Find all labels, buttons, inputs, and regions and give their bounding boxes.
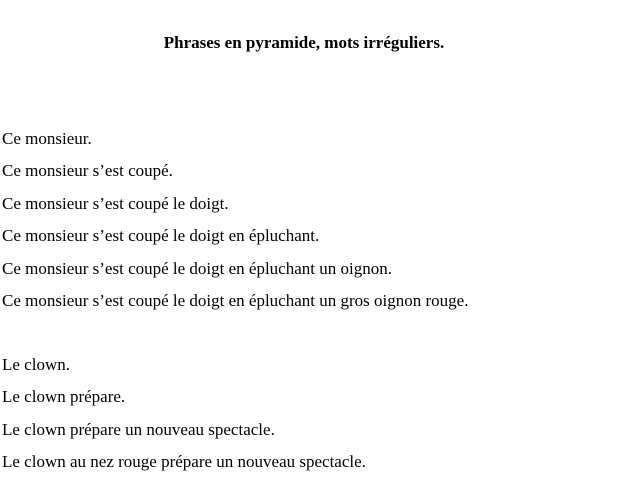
sentence-line: Ce monsieur s’est coupé.: [2, 161, 173, 181]
sentence-line: Le clown au nez rouge prépare un nouveau spectacle.: [2, 452, 366, 472]
sentence-line: Ce monsieur s’est coupé le doigt.: [2, 193, 229, 213]
sentence-line: Le clown prépare.: [2, 387, 126, 407]
sentence-line: Ce monsieur.: [2, 129, 92, 148]
sentence-line: Le clown prépare un nouveau spectacle.: [2, 419, 275, 439]
pyramid-group-1: [2, 129, 632, 323]
sentence-line: Ce monsieur s’est coupé le doigt en épluchant un oignon.: [2, 258, 392, 278]
sentence-line: Ce monsieur s’est coupé le doigt en épluchant un gros oignon rouge.: [2, 290, 469, 310]
document-title: Phrases en pyramide, mots irréguliers.: [163, 33, 445, 52]
sentence-line: Le clown.: [2, 355, 70, 374]
pyramid-group-2: [2, 355, 632, 485]
sentence-line: Ce monsieur s’est coupé le doigt en épluchant.: [2, 226, 320, 246]
